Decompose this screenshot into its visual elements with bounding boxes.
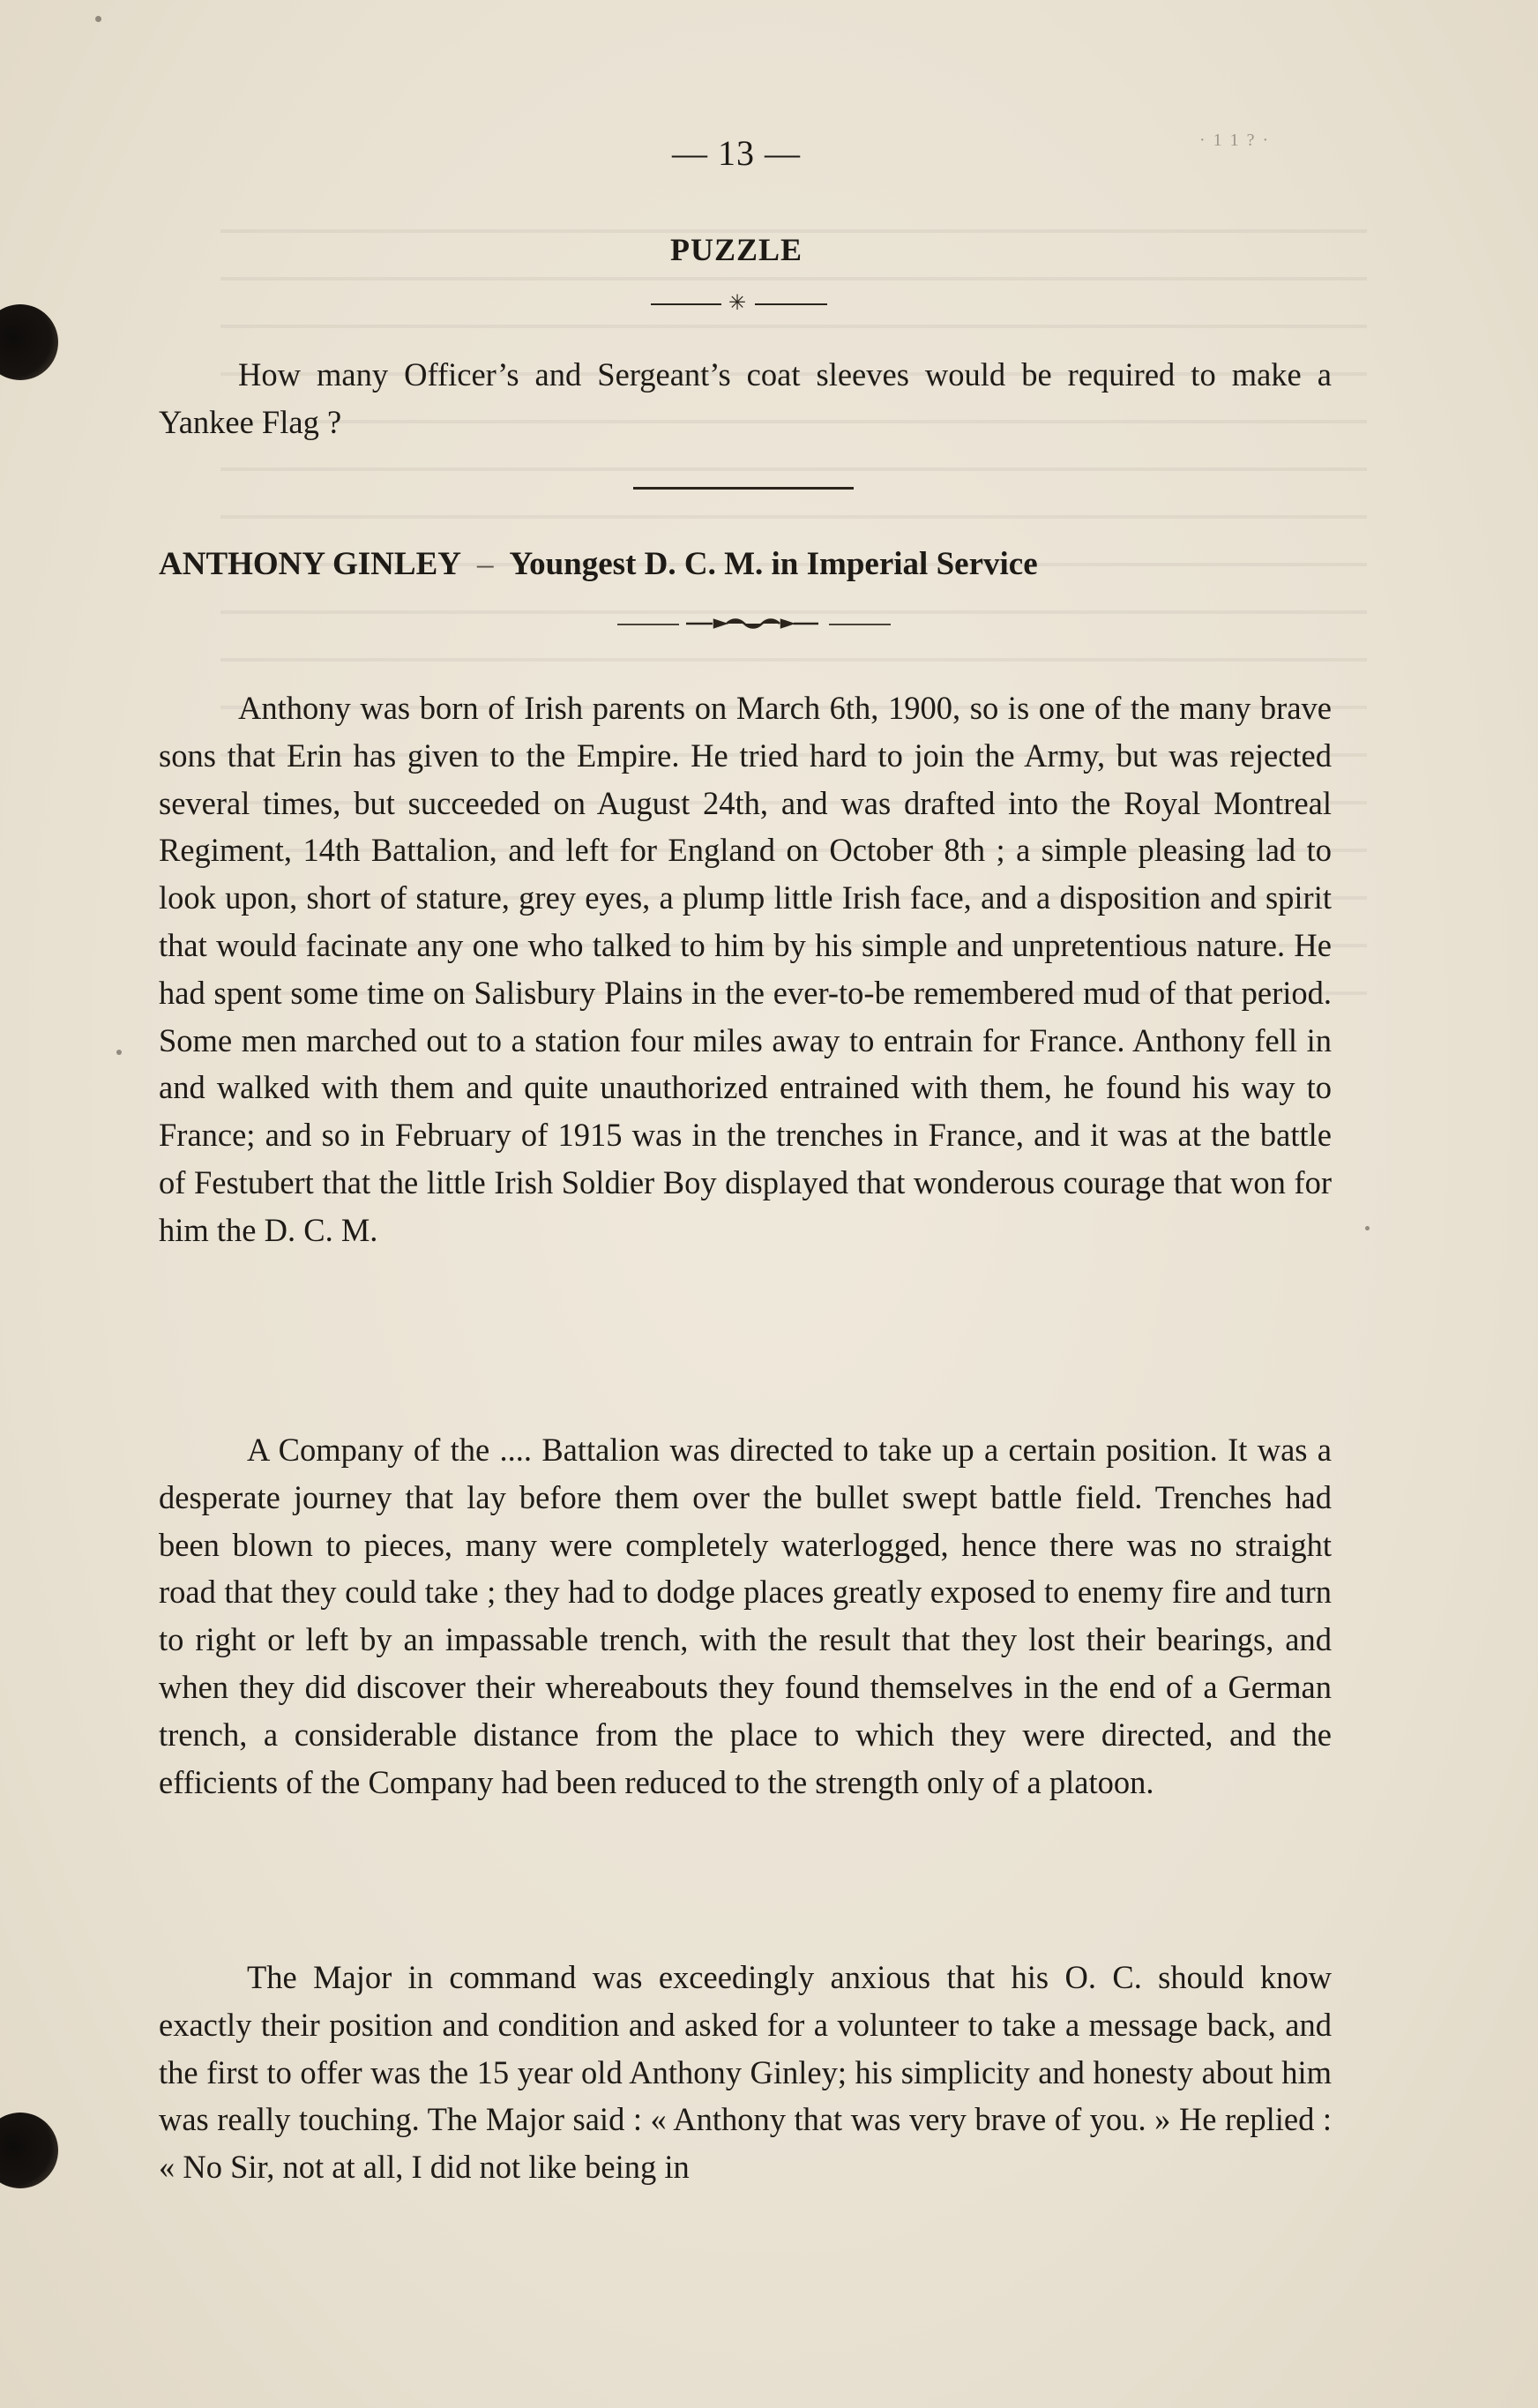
ornament-line-right [829, 624, 891, 625]
ornament-rule-left [651, 303, 721, 305]
corner-pencil-mark: · 1 1 ? · [1199, 131, 1271, 150]
article-title [159, 545, 1332, 583]
puzzle-heading: PUZZLE [669, 232, 803, 267]
punch-hole-top [0, 304, 58, 380]
article-paragraph-2: A Company of the .... Battalion was directed to take up a certain position. It was a desperate journey that lay before them over the bullet swept battle field. Trenches had been blown to pieces, many were completely waterlogged, hence there was no straight road that they could take ; they had to dodge places greatly exposed to enemy fire and turn to right or left by an impassable trench, with the result that they lost their bearings, and when they did discover their whereabouts they found themselves in the end of a German trench, a considerable distance from the place to which they were directed, and the efficients of the Company had been reduced to the strength only of a platoon. [159, 1432, 1332, 1800]
punch-hole-bottom [0, 2113, 58, 2188]
ink-speck [95, 16, 101, 22]
ornament-line-left [617, 624, 679, 625]
ink-speck [1365, 1226, 1370, 1230]
flourish-icon [686, 617, 818, 630]
puzzle-question: How many Officer’s and Sergeant’s coat sleeves would be required to make a Yankee Flag ? [159, 356, 1332, 440]
article-title-dash: – [476, 546, 494, 582]
section-divider-rule [633, 487, 854, 490]
ink-speck [116, 1050, 122, 1055]
ornament-rule-right [755, 303, 827, 305]
article-title-subtitle: Youngest D. C. M. in Imperial Service [509, 546, 1038, 582]
title-ornament-divider [617, 614, 891, 635]
star-icon: ✳ [728, 292, 747, 315]
article-paragraph-3: The Major in command was exceedingly anxious that his O. C. should know exactly their position and condition and asked for a volunteer to take a message back, and the first to offer was the 15 year old Anthony Ginley; his simplicity and honesty about him was really touching. The Major said : « Anthony that was very brave of you. » He replied : « No Sir, not at all, I did not like being in [159, 1959, 1332, 2186]
article-title-name: ANTHONY GINLEY [159, 546, 461, 582]
page-number: — 13 — [672, 133, 801, 173]
star-ornament-divider [651, 291, 827, 318]
article-paragraph-1: Anthony was born of Irish parents on March 6th, 1900, so is one of the many brave sons that Erin has given to the Empire. He tried hard to join the Army, but was rejected several times, but succeeded on August 24th, and was drafted into the Royal Montreal Regiment, 14th Battalion, and left for England on October 8th ; a simple pleasing lad to look upon, short of stature, grey eyes, a plump little Irish face, and a disposition and spirit that would facinate any one who talked to him by his simple and unpretentious nature. He had spent some time on Salisbury Plains in the ever-to-be remembered mud of that period. Some men marched out to a station four miles away to entrain for France. Anthony fell in and walked with them and quite unauthorized entrained with them, he found his way to France; and so in February of 1915 was in the trenches in France, and it was at the battle of Festubert that the little Irish Soldier Boy displayed that wonderous courage that won for him the D. C. M. [159, 690, 1332, 1248]
